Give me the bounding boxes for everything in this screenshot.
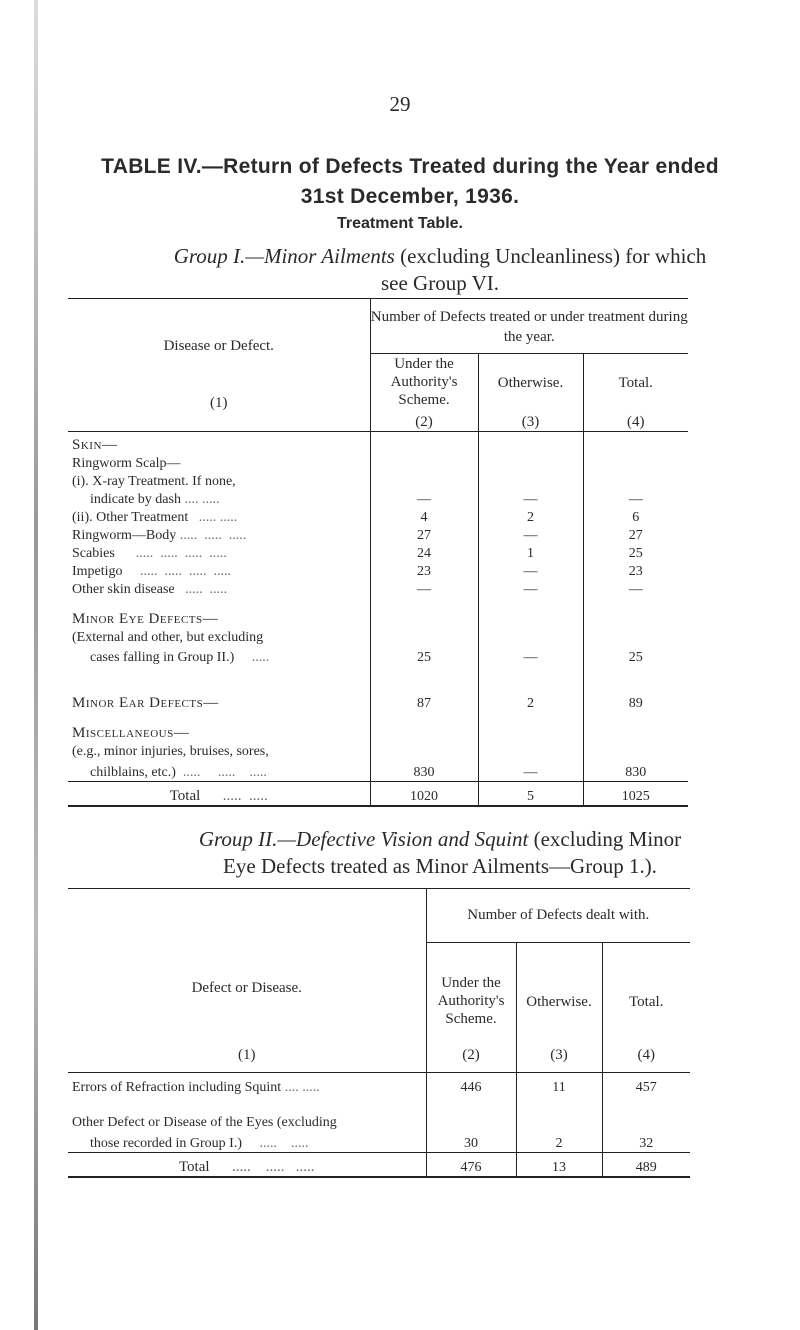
- row-c2: [370, 454, 478, 472]
- leader-dots: .....: [237, 649, 270, 665]
- leader-dots: ..... .....: [245, 1136, 309, 1151]
- row-label: Miscellaneous—: [72, 724, 190, 741]
- row-c4: [583, 628, 688, 646]
- group2-header-col2-num: (2): [462, 1047, 480, 1063]
- row-c3: —: [478, 562, 583, 580]
- row-c4: —: [583, 580, 688, 598]
- row-c3: [478, 628, 583, 646]
- leader-dots: ..... .....: [204, 787, 268, 804]
- row-label-text: cases falling in Group II.): [90, 649, 235, 665]
- row-c4: 32: [602, 1131, 690, 1153]
- total-c2: 476: [426, 1153, 516, 1177]
- row-label: Skin—: [68, 432, 370, 454]
- row-c2: —: [370, 490, 478, 508]
- row-c4: [602, 1103, 690, 1131]
- row-c2: 830: [370, 760, 478, 782]
- group1-header-col3-num: (3): [521, 414, 540, 430]
- leader-dots: .... .....: [284, 1079, 320, 1095]
- row-c4: —: [583, 490, 688, 508]
- row-c3: [478, 432, 583, 454]
- leader-dots: .... .....: [184, 491, 220, 507]
- group2-heading-rest: (excluding Minor: [528, 827, 682, 851]
- row-c4: 25: [583, 646, 688, 666]
- table-row: [68, 1073, 690, 1103]
- row-label-text: (ii). Other Treatment: [72, 509, 189, 525]
- table-row: [68, 598, 688, 628]
- table-row: [68, 1103, 690, 1131]
- group2-heading: [90, 826, 790, 880]
- group1-header-col2-label: Under the Authority's Scheme.: [390, 356, 458, 408]
- row-label-text: chilblains, etc.): [90, 765, 176, 780]
- row-label: (i). X-ray Treatment. If none,: [72, 473, 236, 489]
- total-c2: 1020: [370, 782, 478, 806]
- row-c2: [370, 432, 478, 454]
- group1-header-disease-label: Disease or Defect.: [163, 338, 274, 354]
- group1-heading-line2: see Group VI.: [380, 271, 499, 295]
- group2-header-group: Number of Defects dealt with.: [426, 889, 690, 943]
- leader-dots: ..... ..... .....: [179, 527, 247, 543]
- row-c2: [426, 1103, 516, 1131]
- total-c4: 489: [602, 1153, 690, 1177]
- group1-header-col2: [370, 354, 478, 432]
- row-label: Minor Ear Defects—: [72, 694, 219, 711]
- table-row: [68, 666, 688, 712]
- table-row: [68, 1131, 690, 1153]
- group2-header-col3: [516, 943, 602, 1073]
- table-row: [68, 628, 688, 646]
- leader-dots: ..... ..... ..... .....: [118, 545, 227, 561]
- row-c3: [478, 712, 583, 742]
- leader-dots: ..... .....: [191, 509, 238, 525]
- row-label-text: Errors of Refraction including Squint: [72, 1079, 282, 1095]
- group1-header-col4-label: Total.: [618, 375, 653, 391]
- row-c3: —: [478, 580, 583, 598]
- group2-header-disease-label: Defect or Disease.: [191, 980, 302, 996]
- row-c2: 27: [370, 526, 478, 544]
- table-row: [68, 454, 688, 472]
- leader-dots: ..... .....: [178, 581, 228, 597]
- row-c2: [370, 742, 478, 760]
- row-label: (e.g., minor injuries, bruises, sores,: [72, 743, 269, 759]
- group1-header-col4: [583, 354, 688, 432]
- group2-header-disease: [68, 889, 426, 1073]
- row-c4: [583, 472, 688, 490]
- row-c2: [370, 712, 478, 742]
- total-label: [68, 1153, 426, 1177]
- row-label-text: Ringworm—Body: [72, 527, 177, 543]
- row-c2: 23: [370, 562, 478, 580]
- row-c4: [583, 598, 688, 628]
- group1-heading-italic: Group I.—Minor Ailments: [173, 244, 395, 268]
- total-label-text: Total: [169, 787, 201, 804]
- total-label-text: Total: [178, 1158, 210, 1175]
- row-label: Ringworm Scalp—: [72, 455, 181, 471]
- row-label: [68, 1131, 426, 1153]
- row-label: (External and other, but excluding: [72, 629, 264, 645]
- row-c3: 2: [516, 1131, 602, 1153]
- table-row: [68, 742, 688, 760]
- group2-header-disease-num: (1): [238, 1047, 256, 1063]
- row-label: [68, 646, 370, 666]
- leader-dots: ..... ..... .....: [213, 1158, 315, 1175]
- row-label: [68, 760, 370, 782]
- table-row: [68, 544, 688, 562]
- row-c3: —: [478, 760, 583, 782]
- row-c2: 446: [426, 1073, 516, 1103]
- row-c3: [478, 598, 583, 628]
- group1-header-group: Number of Defects treated or under treatment during the year.: [370, 299, 688, 354]
- page-edge-shadow: [34, 0, 38, 1330]
- row-label: Other Defect or Disease of the Eyes (excluding: [72, 1114, 337, 1130]
- row-c2: —: [370, 580, 478, 598]
- row-label: [68, 508, 370, 526]
- group1-heading-rest: (excluding Uncleanliness) for which: [394, 244, 707, 268]
- group2-header-col4: [602, 943, 690, 1073]
- row-c2: 4: [370, 508, 478, 526]
- group2-header-col2-label: Under the Authority's Scheme.: [437, 975, 505, 1027]
- row-c2: 25: [370, 646, 478, 666]
- table-row: [68, 646, 688, 666]
- group1-header-disease: [68, 299, 370, 432]
- row-c4: 23: [583, 562, 688, 580]
- row-c4: 89: [583, 666, 688, 712]
- row-label: [68, 580, 370, 598]
- table-row: [68, 526, 688, 544]
- row-c4: 457: [602, 1073, 690, 1103]
- group2-header-col2: [426, 943, 516, 1073]
- group2-heading-line2: Eye Defects treated as Minor Ailments—Group 1.).: [223, 854, 657, 878]
- page-title: [60, 152, 760, 212]
- table-row: [68, 508, 688, 526]
- row-c3: [478, 472, 583, 490]
- leader-dots: ..... ..... .....: [179, 765, 267, 780]
- row-c3: 11: [516, 1073, 602, 1103]
- row-label: Minor Eye Defects—: [72, 610, 219, 627]
- row-label-text: Other skin disease: [72, 581, 175, 597]
- table-total-row: [68, 1153, 690, 1177]
- group2-header-col4-num: (4): [637, 1047, 655, 1063]
- row-c4: [583, 742, 688, 760]
- row-c3: 1: [478, 544, 583, 562]
- group2-header-col3-label: Otherwise.: [526, 994, 592, 1010]
- row-label: [68, 1073, 426, 1103]
- leader-dots: ..... ..... ..... .....: [126, 563, 232, 579]
- row-c4: [583, 712, 688, 742]
- row-c3: 2: [478, 666, 583, 712]
- table-row: [68, 712, 688, 742]
- group2-table: [68, 888, 690, 1178]
- row-c3: —: [478, 490, 583, 508]
- row-label: [68, 562, 370, 580]
- row-c3: —: [478, 646, 583, 666]
- group1-header-col3-label: Otherwise.: [497, 375, 564, 391]
- total-label: [68, 782, 370, 806]
- row-c4: [583, 454, 688, 472]
- row-c2: 24: [370, 544, 478, 562]
- row-c4: 830: [583, 760, 688, 782]
- group1-table: [68, 298, 688, 807]
- row-label: [68, 490, 370, 508]
- table-row: [68, 562, 688, 580]
- total-c3: 5: [478, 782, 583, 806]
- table-total-row: [68, 782, 688, 806]
- row-c3: [516, 1103, 602, 1131]
- row-label: [68, 544, 370, 562]
- group2-header-col4-label: Total.: [629, 994, 664, 1010]
- row-label: [68, 526, 370, 544]
- row-c2: 87: [370, 666, 478, 712]
- total-c3: 13: [516, 1153, 602, 1177]
- row-label-text: Impetigo: [72, 563, 123, 579]
- group1-header-col3: [478, 354, 583, 432]
- row-label-text: Scabies: [72, 545, 115, 561]
- row-c3: 2: [478, 508, 583, 526]
- group2-header-col3-num: (3): [550, 1047, 568, 1063]
- page-subtitle: Treatment Table.: [337, 215, 463, 232]
- row-label-text: those recorded in Group I.): [90, 1136, 243, 1151]
- table-row: [68, 490, 688, 508]
- group2-heading-italic: Group II.—Defective Vision and Squint: [198, 827, 529, 851]
- row-c2: [370, 598, 478, 628]
- row-label-text: indicate by dash: [90, 491, 181, 507]
- table-row: [68, 472, 688, 490]
- row-c4: [583, 432, 688, 454]
- table-row: [68, 760, 688, 782]
- page-number: 29: [389, 92, 411, 116]
- row-c4: 27: [583, 526, 688, 544]
- row-c2: [370, 628, 478, 646]
- table-row: [68, 580, 688, 598]
- group1-heading: [90, 243, 790, 297]
- row-c2: [370, 472, 478, 490]
- row-c4: 6: [583, 508, 688, 526]
- group1-header-col4-num: (4): [627, 414, 645, 430]
- total-c4: 1025: [583, 782, 688, 806]
- row-c3: —: [478, 526, 583, 544]
- group1-header-col2-num: (2): [415, 414, 433, 430]
- row-c2: 30: [426, 1131, 516, 1153]
- group1-header-disease-num: (1): [210, 395, 228, 411]
- title-line-1: TABLE IV.—Return of Defects Treated during the Year ended: [101, 155, 719, 178]
- row-c4: 25: [583, 544, 688, 562]
- title-line-2: 31st December, 1936.: [300, 185, 520, 208]
- row-c3: [478, 454, 583, 472]
- row-c3: [478, 742, 583, 760]
- table-row: [68, 432, 688, 454]
